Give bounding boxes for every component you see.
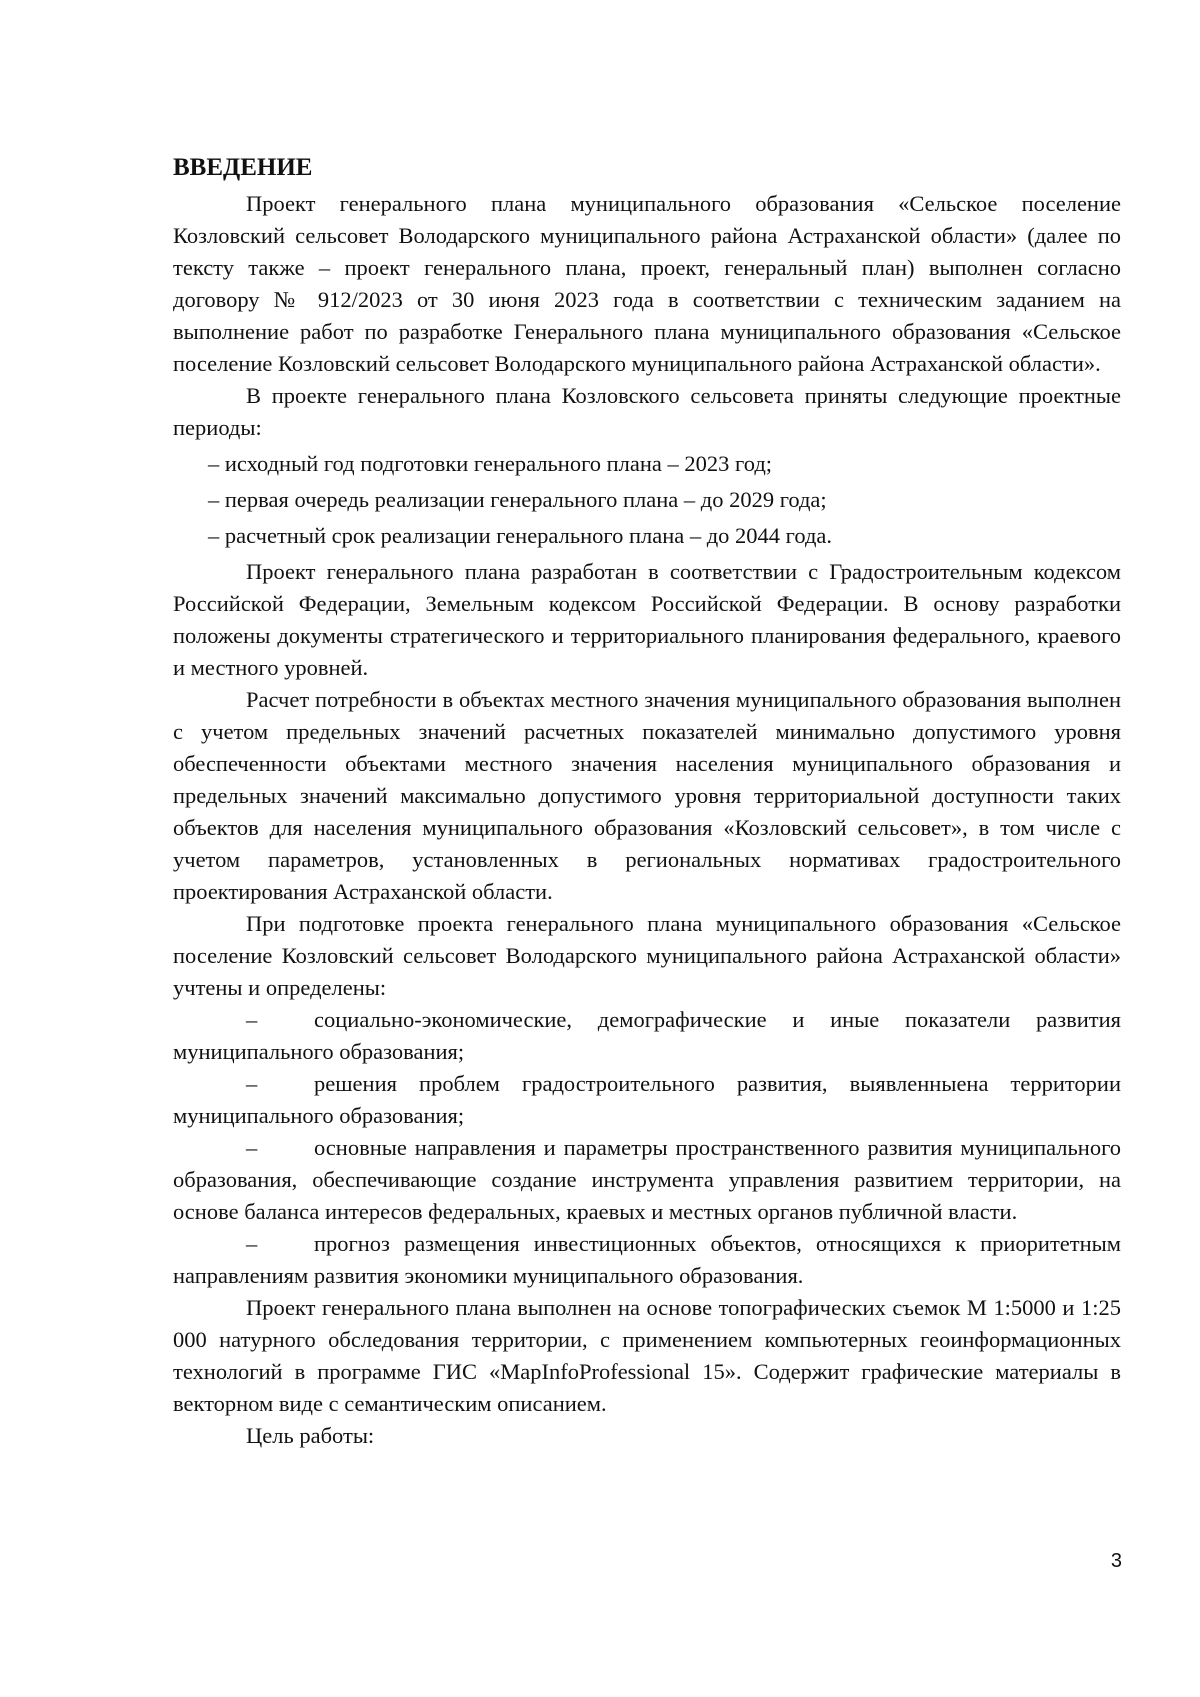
period-item: – первая очередь реализации генерального плана – до 2029 года; bbox=[208, 487, 827, 512]
considered-item-text: решения проблем градостроительного развития, выявленныена территории муниципального образования; bbox=[173, 1071, 1121, 1128]
considered-intro-paragraph: При подготовке проекта генерального плана муниципального образования «Сельское поселение Козловский сельсовет Володарского муниципального района Астраханской области» учтены и определены: bbox=[173, 911, 1121, 1000]
period-item: – расчетный срок реализации генерального плана – до 2044 года. bbox=[208, 523, 833, 548]
considered-item bbox=[173, 1228, 1121, 1292]
methods-paragraph: Проект генерального плана выполнен на основе топографических съемок М 1:5000 и 1:25 000 натурного обследования территории, с применением компьютерных геоинформационных технологий в программе ГИС «MapInfoProfessional 15». Содержит графические материалы в векторном виде с семантическим описанием. bbox=[173, 1295, 1121, 1416]
section-heading: ВВЕДЕНИЕ bbox=[173, 154, 313, 181]
considered-item-text: социально-экономические, демографические и иные показатели развития муниципального образования; bbox=[173, 1007, 1121, 1064]
considered-item bbox=[173, 1068, 1121, 1132]
considered-item-text: прогноз размещения инвестиционных объектов, относящихся к приоритетным направлениям развития экономики муниципального образования. bbox=[173, 1231, 1121, 1288]
page-number: 3 bbox=[1110, 1550, 1122, 1572]
considered-item bbox=[173, 1132, 1121, 1228]
page-content bbox=[173, 150, 1121, 1452]
dash-marker: – bbox=[246, 1007, 258, 1032]
periods-intro-paragraph: В проекте генерального плана Козловского сельсовета приняты следующие проектные периоды: bbox=[173, 383, 1121, 440]
period-item: – исходный год подготовки генерального плана – 2023 год; bbox=[208, 451, 773, 476]
calculation-paragraph: Расчет потребности в объектах местного значения муниципального образования выполнен с учетом предельных значений расчетных показателей минимально допустимого уровня обеспеченности объектами местного значения населения муниципального образования и предельных значений максимально допустимого уровня территориальной доступности таких объектов для населения муниципального образования «Козловский сельсовет», в том числе с учетом параметров, установленных в региональных нормативах градостроительного проектирования Астраханской области. bbox=[173, 687, 1121, 904]
dash-marker: – bbox=[246, 1231, 258, 1256]
legal-basis-paragraph: Проект генерального плана разработан в соответствии с Градостроительным кодексом Российской Федерации, Земельным кодексом Российской Федерации. В основу разработки положены документы стратегического и территориального планирования федерального, краевого и местного уровней. bbox=[173, 559, 1121, 680]
goal-paragraph: Цель работы: bbox=[246, 1423, 375, 1448]
dash-marker: – bbox=[246, 1071, 258, 1096]
dash-marker: – bbox=[246, 1135, 258, 1160]
considered-item bbox=[173, 1004, 1121, 1068]
intro-paragraph: Проект генерального плана муниципального образования «Сельское поселение Козловский сельсовет Володарского муниципального района Астраханской области» (далее по тексту также – проект генерального плана, проект, генеральный план) выполнен согласно договору № 912/2023 от 30 июня 2023 года в соответствии с техническим заданием на выполнение работ по разработке Генерального плана муниципального образования «Сельское поселение Козловский сельсовет Володарского муниципального района Астраханской области». bbox=[173, 191, 1121, 376]
considered-item-text: основные направления и параметры пространственного развития муниципального образования, обеспечивающие создание инструмента управления развитием территории, на основе баланса интересов федеральных, краевых и местных органов публичной власти. bbox=[173, 1135, 1121, 1224]
